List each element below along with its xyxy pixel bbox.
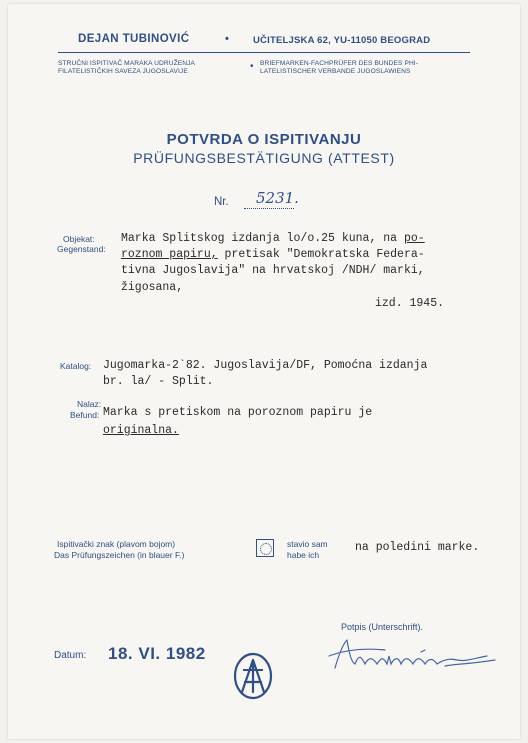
catalog-text-line1: Jugomarka-2`82. Jugoslavija/DF, Pomoćna izdanja: [103, 359, 428, 372]
separator-dot: •: [250, 61, 254, 72]
header-credential-sr-line2: FILATELISTIČKIH SAVEZA JUGOSLAVIJE: [58, 68, 188, 75]
header-rule: [58, 52, 470, 53]
header-credential-de-line1: BRIEFMARKEN-FACHPRÜFER DES BUNDES PHI-: [260, 60, 419, 67]
handwritten-signature: [325, 634, 505, 674]
certificate-number: 5231.: [256, 189, 299, 207]
object-text-line3: tivna Jugoslavija" na hrvatskoj /NDH/ marki,: [121, 264, 425, 277]
number-label: Nr.: [214, 196, 229, 208]
mark-label-de: Das Prüfungszeichen (in blauer F.): [54, 550, 185, 560]
mark-label: Ispitivački znak (plavom bojom): [57, 539, 176, 549]
issue-year: izd. 1945.: [375, 297, 445, 310]
header-credential-de-line2: LATELISTISCHER VERBANDE JUGOSLAWIENS: [260, 68, 411, 75]
object-text-line1: Marka Splitskog izdanja lo/o.25 kuna, na po-: [121, 232, 425, 245]
document-subtitle: PRÜFUNGSBESTÄTIGUNG (ATTEST): [133, 150, 395, 166]
separator-dot: •: [225, 33, 229, 45]
catalog-label: Katalog:: [60, 361, 92, 371]
number-line: [244, 208, 294, 209]
object-text-line2: roznom papiru, pretisak "Demokratska Federa-: [121, 248, 425, 261]
examiner-monogram-logo: [233, 652, 273, 700]
placed-label: stavio sam: [287, 539, 328, 549]
finding-text-line1: Marka s pretiskom na poroznom papiru je: [103, 406, 373, 419]
object-label: Objekat:: [63, 234, 95, 244]
document-title: POTVRDA O ISPITIVANJU: [166, 131, 362, 148]
finding-label-de: Befund:: [70, 410, 100, 420]
date-value: 18. VI. 1982: [108, 644, 206, 663]
catalog-text-line2: br. la/ - Split.: [103, 375, 214, 388]
examiner-address: UČITELJSKA 62, YU-11050 BEOGRAD: [253, 35, 431, 46]
header-credential-sr-line1: STRUČNI ISPITIVAČ MARAKA UDRUŽENJA: [58, 60, 195, 67]
mark-location: na poledini marke.: [355, 541, 480, 554]
examiner-name: DEJAN TUBINOVIĆ: [78, 33, 190, 45]
object-label-de: Gegenstand:: [57, 244, 106, 254]
finding-label: Nalaz:: [77, 399, 102, 409]
date-label: Datum:: [54, 650, 87, 661]
signature-label: Potpis (Unterschrift).: [341, 622, 424, 632]
placed-label-de: habe ich: [287, 550, 320, 560]
examiner-stamp-icon: [256, 539, 274, 557]
object-text-line4: žigosana,: [121, 281, 184, 294]
finding-text-line2: originalna.: [103, 424, 179, 437]
